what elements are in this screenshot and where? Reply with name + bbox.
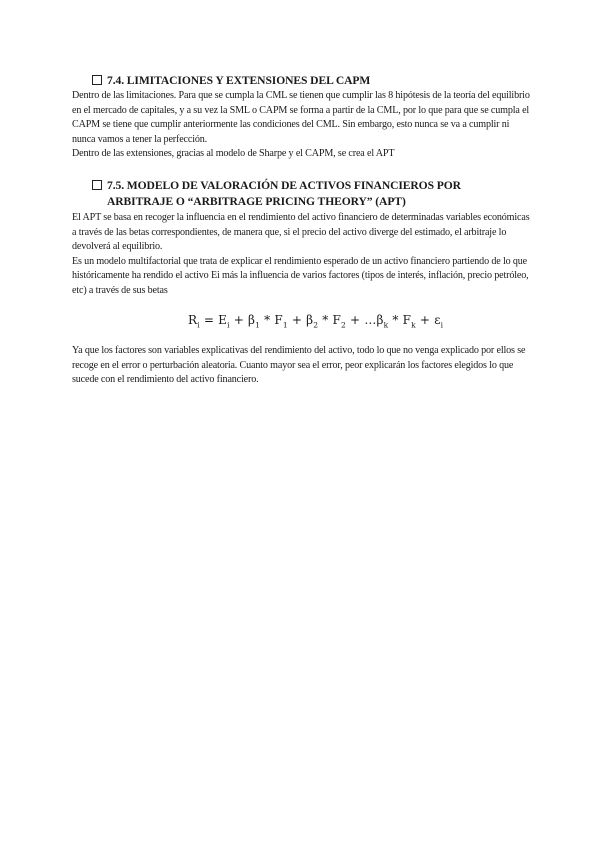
section-heading-line2: ARBITRAJE O “ARBITRAGE PRICING THEORY” (APT) (107, 195, 406, 208)
checkbox-bullet-icon (92, 180, 102, 190)
section-7-5-body (72, 211, 532, 299)
paragraph-limitaciones: Dentro de las limitaciones. Para que se cumpla la CML se tienen que cumplir las 8 hipótesis de la teoría del equilibrio en el mercado de capitales, y a su vez la SML o CAPM se forma a partir de la CML, por lo que para que se cumpla el CAPM se tiene que cumplir anteriormente las condiciones del CML. Sin embargo, esto nunca se va a cumplir ni nunca vamos a tener la perfección. (72, 90, 530, 145)
paragraph-extensiones: Dentro de las extensiones, gracias al modelo de Sharpe y el CAPM, se crea el APT (72, 148, 395, 160)
section-heading-7-4 (92, 73, 370, 89)
section-heading-line1: 7.5. MODELO DE VALORACIÓN DE ACTIVOS FINANCIEROS POR (107, 179, 461, 192)
checkbox-bullet-icon (92, 75, 102, 85)
paragraph-apt-definition: El APT se basa en recoger la influencia en el rendimiento del activo financiero de determinadas variables económicas a través de las betas correspondientes, de manera que, si el precio del activo diverge del estimado, el arbitraje lo devolverá al equilibrio. (72, 212, 530, 253)
paragraph-error-term: Ya que los factores son variables explicativas del rendimiento del activo, todo lo que no venga explicado por ellos se recoge en el error o perturbación aleatoria. Cuanto mayor sea el error, peor explicarán los factores elegidos lo que sucede con el rendimiento del activo financiero. (72, 345, 526, 386)
apt-formula: $R_i = E_i + \beta_1 * F_1 + \beta_2 * F_2$ + $\dots\beta_k * F_k + \varepsilon_i$ (188, 313, 444, 330)
paragraph-multifactorial: Es un modelo multifactorial que trata de explicar el rendimiento esperado de un activo financiero partiendo de lo que históricamente ha rendido el activo Ei más la influencia de varios factores (tipos de interés, inflación, precio petróleo, etc) a través de sus betas (72, 255, 529, 296)
section-heading-text: 7.4. LIMITACIONES Y EXTENSIONES DEL CAPM (107, 74, 371, 87)
section-7-4-body (72, 89, 532, 162)
section-heading-7-5 (92, 178, 461, 210)
section-7-5-closing (72, 344, 532, 388)
